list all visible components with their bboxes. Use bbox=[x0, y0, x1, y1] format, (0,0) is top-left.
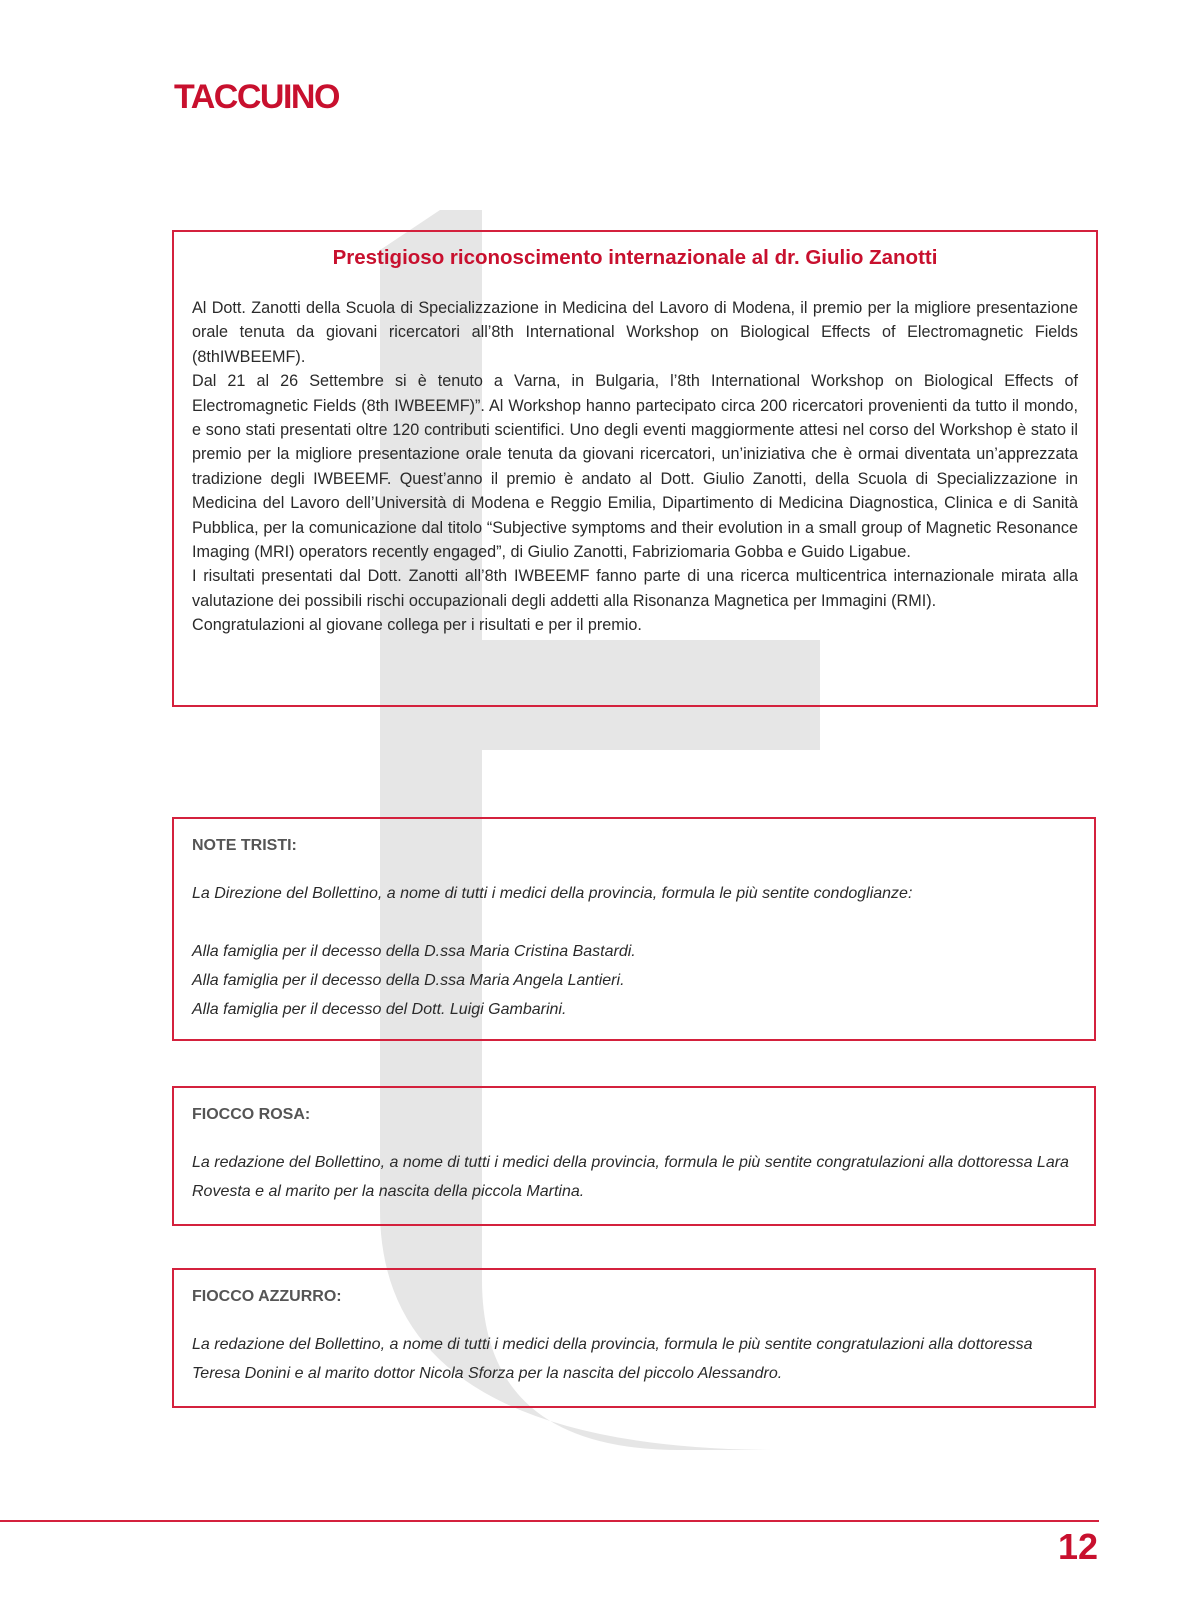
condolence-line: Alla famiglia per il decesso della D.ssa Maria Cristina Bastardi. bbox=[192, 943, 636, 960]
condolence-line: Alla famiglia per il decesso del Dott. Luigi Gambarini. bbox=[192, 1001, 567, 1018]
fiocco-azzurro-text: La redazione del Bollettino, a nome di tutti i medici della provincia, formula le più sentite congratulazioni alla dottoressa Teresa Donini e al marito dottor Nicola Sforza per la nascita del piccolo Alessandro. bbox=[192, 1336, 1033, 1382]
fiocco-rosa-text: La redazione del Bollettino, a nome di tutti i medici della provincia, formula le più sentite congratulazioni alla dottoressa Lara Rovesta e al marito per la nascita della piccola Martina. bbox=[192, 1154, 1069, 1200]
fiocco-azzurro-heading: FIOCCO AZZURRO: bbox=[192, 1288, 342, 1305]
note-tristi-heading: NOTE TRISTI: bbox=[192, 837, 297, 854]
footer-divider bbox=[0, 1520, 1099, 1522]
article-paragraph: Congratulazioni al giovane collega per i risultati e per il premio. bbox=[192, 616, 642, 635]
spacer bbox=[192, 908, 1076, 937]
article-paragraph: Dal 21 al 26 Settembre si è tenuto a Varna, in Bulgaria, l’8th International Workshop on Biological Effects of Electromagnetic Fields (8th IWBEEMF)”. Al Workshop hanno partecipato circa 200 ricercatori provenienti da tutto il mondo, e sono stati presentati oltre 120 contributi scientifici. Uno degli eventi maggiormente attesi nel corso del Workshop è stato il premio per la migliore presentazione orale tenuta da giovani ricercatori, un’iniziativa che è ormai diventata un’apprezzata tradizione degli IWBEEMF. Quest’anno il premio è andato al Dott. Giulio Zanotti, della Scuola di Specializzazione in Medicina del Lavoro dell’Università di Modena e Reggio Emilia, Dipartimento di Medicina Diagnostica, Clinica e di Sanità Pubblica, per la comunicazione dal titolo “Subjective symptoms and their evolution in a small group of Magnetic Resonance Imaging (MRI) operators recently engaged”, di Giulio Zanotti, Fabriziomaria Gobba e Guido Ligabue. bbox=[192, 372, 1078, 562]
fiocco-rosa-box bbox=[172, 1086, 1096, 1226]
note-tristi-intro: La Direzione del Bollettino, a nome di tutti i medici della provincia, formula le più sentite condoglianze: bbox=[192, 885, 913, 902]
award-article-box bbox=[172, 230, 1098, 707]
article-paragraph: Al Dott. Zanotti della Scuola di Specializzazione in Medicina del Lavoro di Modena, il premio per la migliore presentazione orale tenuta da giovani ricercatori all’8th International Workshop on Biological Effects of Electromagnetic Fields (8thIWBEEMF). bbox=[192, 299, 1078, 366]
fiocco-azzurro-box bbox=[172, 1268, 1096, 1408]
section-title: TACCUINO bbox=[174, 78, 339, 116]
condolence-line: Alla famiglia per il decesso della D.ssa Maria Angela Lantieri. bbox=[192, 972, 625, 989]
article-title: Prestigioso riconoscimento internazionale al dr. Giulio Zanotti bbox=[332, 246, 938, 269]
fiocco-rosa-heading: FIOCCO ROSA: bbox=[192, 1106, 311, 1123]
page-number: 12 bbox=[1057, 1526, 1098, 1567]
article-paragraph: I risultati presentati dal Dott. Zanotti all’8th IWBEEMF fanno parte di una ricerca multicentrica internazionale mirata alla valutazione dei possibili rischi occupazionali degli addetti alla Risonanza Magnetica per Immagini (RMI). bbox=[192, 567, 1078, 610]
note-tristi-box bbox=[172, 817, 1096, 1041]
